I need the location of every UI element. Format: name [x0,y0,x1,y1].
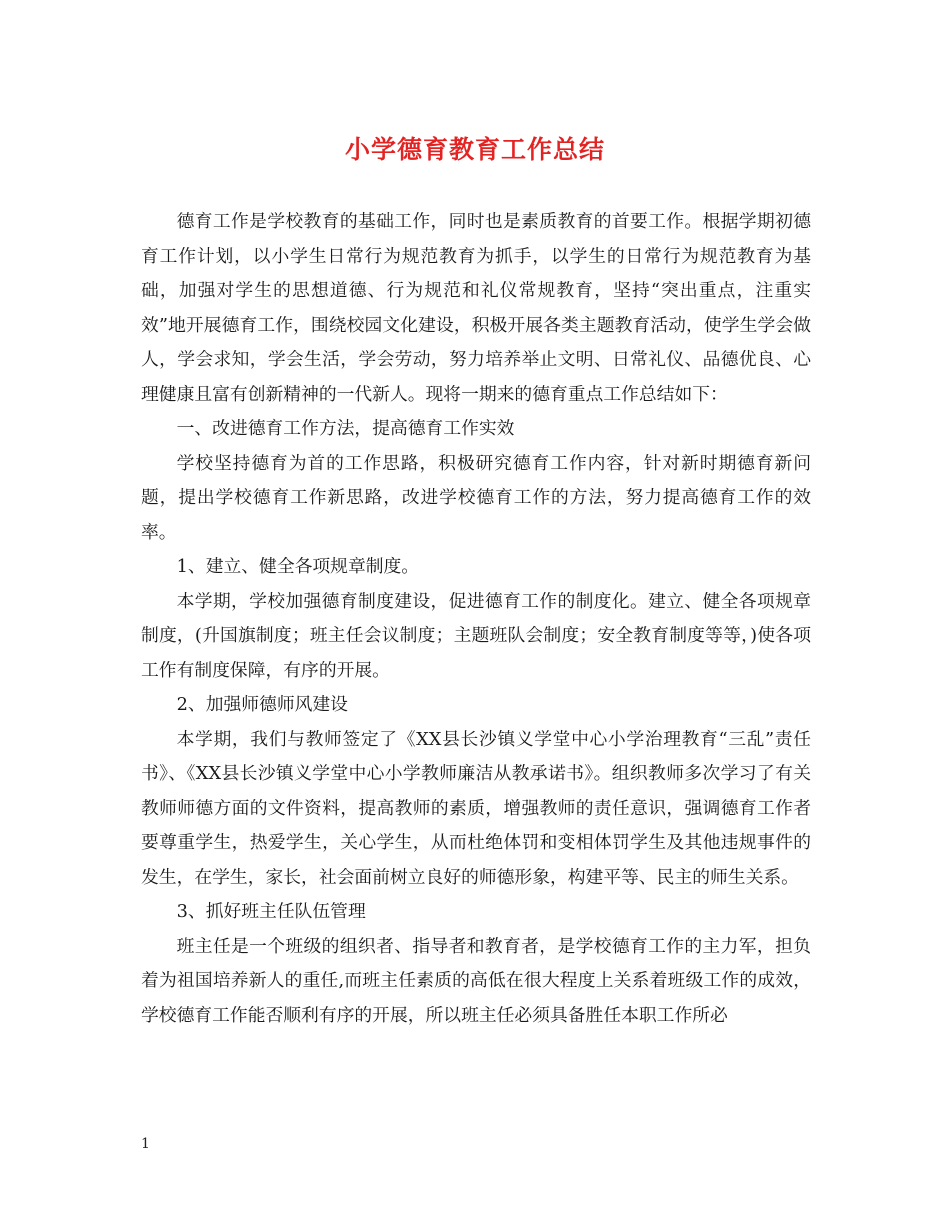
paragraph-intro: 德育工作是学校教育的基础工作，同时也是素质教育的首要工作。根据学期初德育工作计划，以小学生日常行为规范教育为抓手，以学生的日常行为规范教育为基础，加强对学生的思想道德、行为规范和礼仪常规教育，坚持“突出重点，注重实效”地开展德育工作，围绕校园文化建设，积极开展各类主题教育活动，使学生学会做人，学会求知，学会生活，学会劳动，努力培养举止文明、日常礼仪、品德优良、心理健康且富有创新精神的一代新人。现将一期来的德育重点工作总结如下： [141,211,811,405]
document-title: 小学德育教育工作总结 [344,135,605,164]
document-body [141,205,811,1033]
paragraph-item-1: 本学期，学校加强德育制度建设，促进德育工作的制度化。建立、健全各项规章制度，(升国旗制度；班主任会议制度；主题班队会制度；安全教育制度等等，)使各项工作有制度保障，有序的开展。 [141,590,811,681]
heading-section-1: 一、改进德育工作方法，提高德育工作实效 [176,418,515,439]
paragraph-section-1: 学校坚持德育为首的工作思路，积极研究德育工作内容，针对新时期德育新问题，提出学校德育工作新思路，改进学校德育工作的方法，努力提高德育工作的效率。 [141,452,811,543]
heading-item-2: 2、加强师德师风建设 [176,694,348,715]
heading-item-3: 3、抓好班主任队伍管理 [176,901,366,922]
paragraph-item-3: 班主任是一个班级的组织者、指导者和教育者，是学校德育工作的主力军，担负着为祖国培养新人的重任,而班主任素质的高低在很大程度上关系着班级工作的成效，学校德育工作能否顺利有序的开展，所以班主任必须具备胜任本职工作所必 [141,935,811,1026]
heading-item-1: 1、建立、健全各项规章制度。 [176,556,420,577]
page-number: 1 [141,1136,150,1152]
paragraph-item-2: 本学期，我们与教师签定了《XX县长沙镇义学堂中心小学治理教育“三乱”责任书》、《XX县长沙镇义学堂中心小学教师廉洁从教承诺书》。组织教师多次学习了有关教师师德方面的文件资料，提高教师的素质，增强教师的责任意识，强调德育工作者要尊重学生，热爱学生，关心学生，从而杜绝体罚和变相体罚学生及其他违规事件的发生，在学生，家长，社会面前树立良好的师德形象，构建平等、民主的师生关系。 [141,728,811,888]
